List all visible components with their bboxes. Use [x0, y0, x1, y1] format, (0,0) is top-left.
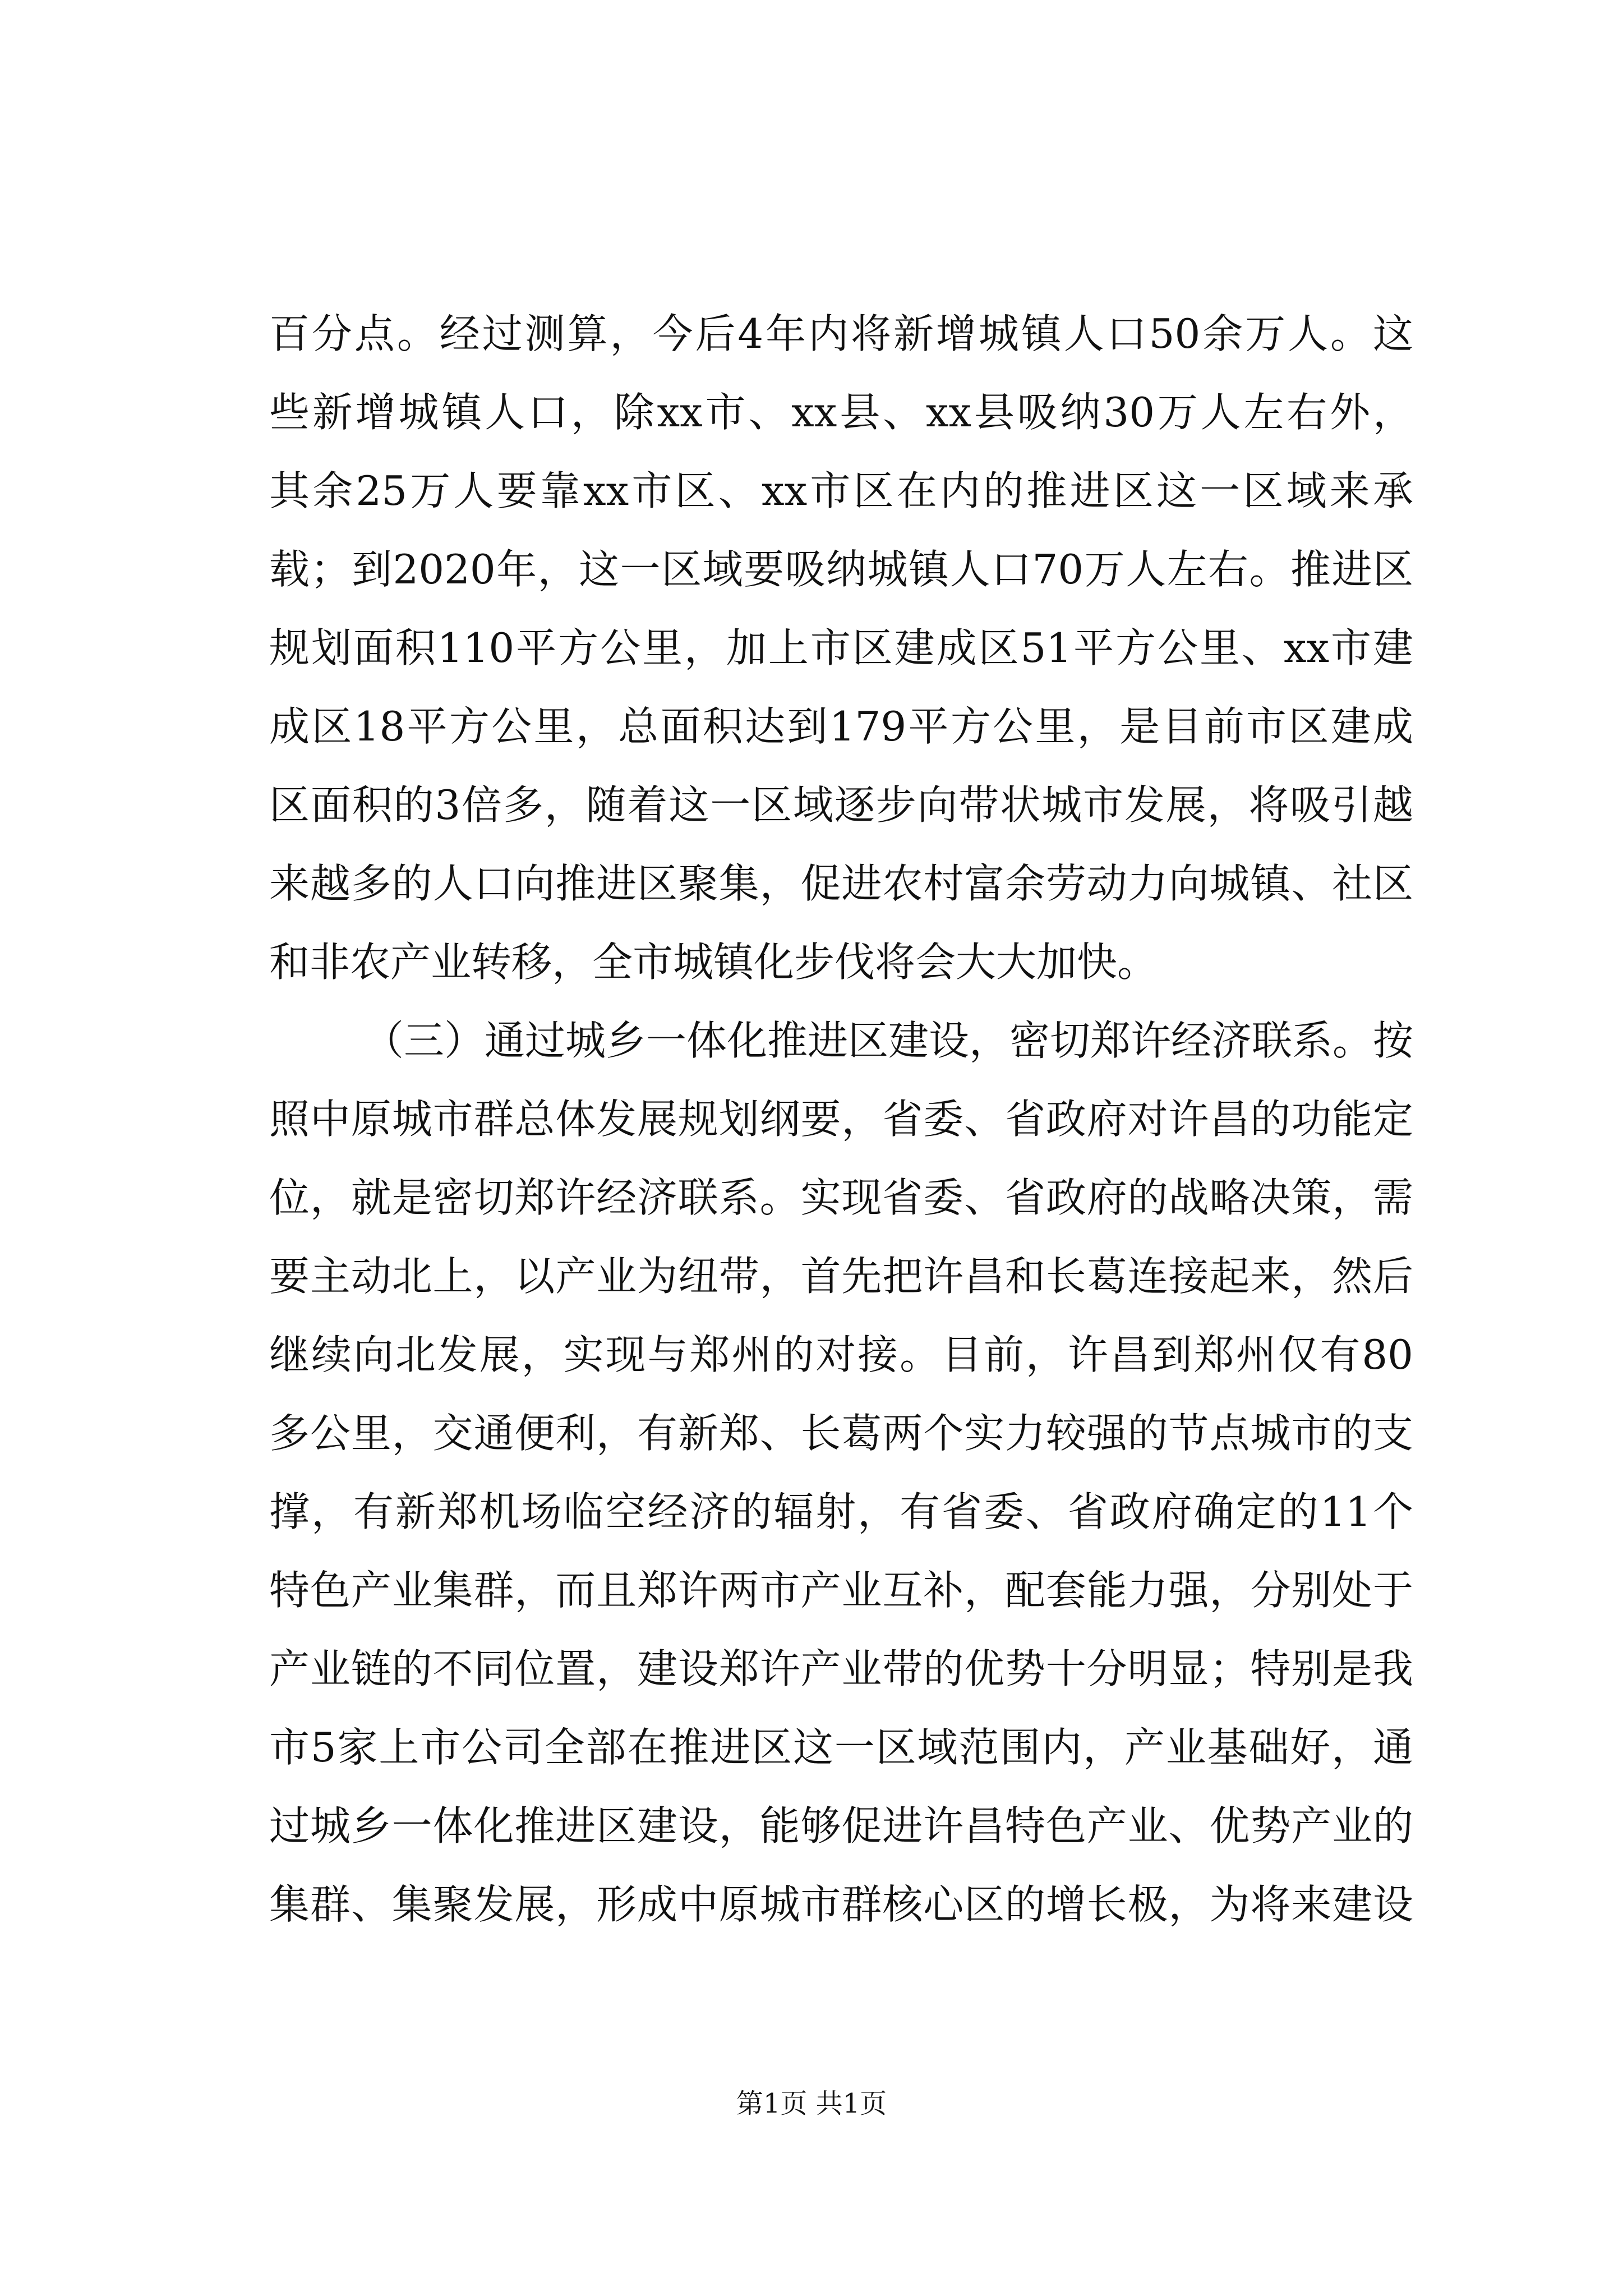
text-line: 市5家上市公司全部在推进区这一区域范围内，产业基础好，通	[269, 1724, 1413, 1771]
text-line: 撑，有新郑机场临空经济的辐射，有省委、省政府确定的11个	[269, 1488, 1413, 1535]
page-number: 第1页 共1页	[736, 2088, 887, 2119]
text-line: 来越多的人口向推进区聚集，促进农村富余劳动力向城镇、社区	[269, 860, 1413, 907]
text-line: 规划面积110平方公里，加上市区建成区51平方公里、xx市建	[269, 624, 1413, 671]
text-line: 和非农产业转移，全市城镇化步伐将会大大加快。	[269, 938, 1158, 986]
text-line: 成区18平方公里，总面积达到179平方公里，是目前市区建成	[269, 703, 1413, 750]
text-line: 位，就是密切郑许经济联系。实现省委、省政府的战略决策，需	[269, 1174, 1413, 1221]
text-line: 照中原城市群总体发展规划纲要，省委、省政府对许昌的功能定	[269, 1096, 1413, 1143]
text-line: 集群、集聚发展，形成中原城市群核心区的增长极，为将来建设	[269, 1881, 1413, 1928]
text-line: 载；到2020年，这一区域要吸纳城镇人口70万人左右。推进区	[269, 546, 1413, 593]
text-line: 些新增城镇人口，除xx市、xx县、xx县吸纳30万人左右外，	[269, 389, 1413, 436]
text-line: 其余25万人要靠xx市区、xx市区在内的推进区这一区域来承	[269, 467, 1413, 514]
text-line: 特色产业集群，而且郑许两市产业互补，配套能力强，分别处于	[269, 1567, 1413, 1614]
text-line: 区面积的3倍多，随着这一区域逐步向带状城市发展，将吸引越	[269, 781, 1413, 829]
text-line: 要主动北上，以产业为纽带，首先把许昌和长葛连接起来，然后	[269, 1253, 1413, 1300]
text-line: 过城乡一体化推进区建设，能够促进许昌特色产业、优势产业的	[269, 1802, 1413, 1849]
text-line: 继续向北发展，实现与郑州的对接。目前，许昌到郑州仅有80	[269, 1331, 1413, 1378]
text-line: 百分点。经过测算，今后4年内将新增城镇人口50余万人。这	[269, 310, 1413, 357]
section-heading-line: （三）通过城乡一体化推进区建设，密切郑许经济联系。按	[363, 1017, 1414, 1064]
text-line: 多公里，交通便利，有新郑、长葛两个实力较强的节点城市的支	[269, 1410, 1413, 1457]
text-line: 产业链的不同位置，建设郑许产业带的优势十分明显；特别是我	[269, 1645, 1413, 1692]
